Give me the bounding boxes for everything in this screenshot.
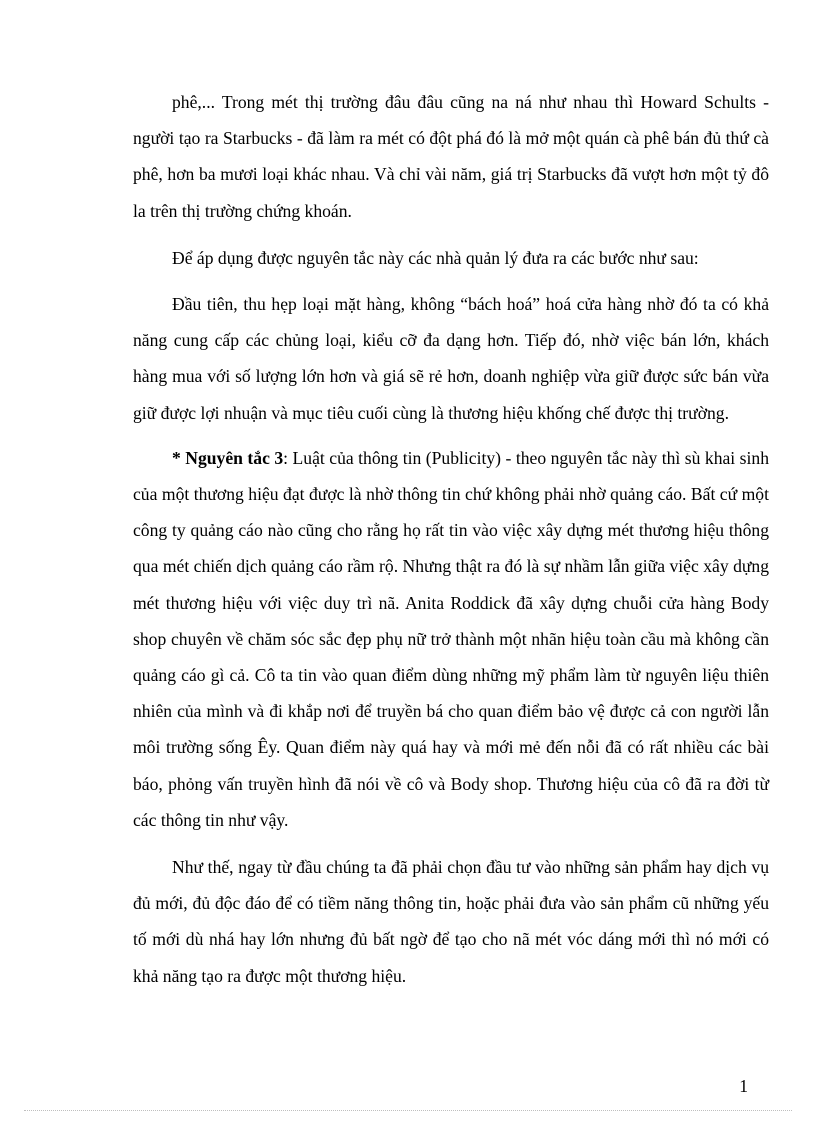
- page-body: [133, 84, 769, 994]
- paragraph-steps-intro: Để áp dụng được nguyên tắc này các nhà quản lý đưa ra các bước như sau:: [172, 247, 699, 268]
- footer-divider: [24, 1110, 792, 1111]
- principle-heading: * Nguyên tắc 3: [172, 447, 284, 468]
- principle-3-body: : Luật của thông tin (Publicity) - theo nguyên tắc này thì sù khai sinh của một thương hiệu đạt được là nhờ thông tin chứ không phải nhờ quảng cáo. Bất cứ một công ty quảng cáo nào cũng cho rằng họ rất tin vào việc xây dựng mét thương hiệu thông qua mét chiến dịch quảng cáo rầm rộ. Nhưng thật ra đó là sự nhầm lẫn giữa việc xây dựng mét thương hiệu với việc duy trì nã. Anita Roddick đã xây dựng chuỗi cửa hàng Body shop chuyên về chăm sóc sắc đẹp phụ nữ trở thành một nhãn hiệu toàn cầu mà không cần quảng cáo gì cả. Cô ta tin vào quan điểm dùng những mỹ phẩm làm từ nguyên liệu thiên nhiên của mình và đi khắp nơi để truyền bá cho quan điểm bảo vệ được cả con người lẫn môi trường sống Êy. Quan điểm này quá hay và mới mẻ đến nỗi đã có rất nhiều các bài báo, phỏng vấn truyền hình đã nói về cô và Body shop. Thương hiệu của cô đã ra đời từ các thông tin như vậy.: [133, 447, 769, 830]
- paragraph-first-step: Đầu tiên, thu hẹp loại mặt hàng, không “bách hoá” hoá cửa hàng nhờ đó ta có khả năng cung cấp các chủng loại, kiểu cỡ đa dạng hơn. Tiếp đó, nhờ việc bán lớn, khách hàng mua với số lượng lớn hơn và giá sẽ rẻ hơn, doanh nghiệp vừa giữ được sức bán vừa giữ được lợi nhuận và mục tiêu cuối cùng là thương hiệu khống chế được thị trường.: [133, 294, 769, 423]
- paragraph-conclusion: Như thế, ngay từ đầu chúng ta đã phải chọn đầu tư vào những sản phẩm hay dịch vụ đủ mới, đủ độc đáo để có tiềm năng thông tin, hoặc phải đưa vào sản phẩm cũ những yếu tố mới dù nhá hay lớn nhưng đủ bất ngờ để tạo cho nã mét vóc dáng mới thì nó mới có khả năng tạo ra được một thương hiệu.: [133, 857, 769, 986]
- page-number: 1: [739, 1076, 748, 1096]
- paragraph-starbucks: phê,... Trong mét thị trường đâu đâu cũng na ná như nhau thì Howard Schults - người tạo ra Starbucks - đã làm ra mét có đột phá đó là mở một quán cà phê bán đủ thứ cà phê, hơn ba mươi loại khác nhau. Và chỉ vài năm, giá trị Starbucks đã vượt hơn một tỷ đô la trên thị trường chứng khoán.: [133, 92, 769, 221]
- paragraph-principle-3: [133, 440, 769, 838]
